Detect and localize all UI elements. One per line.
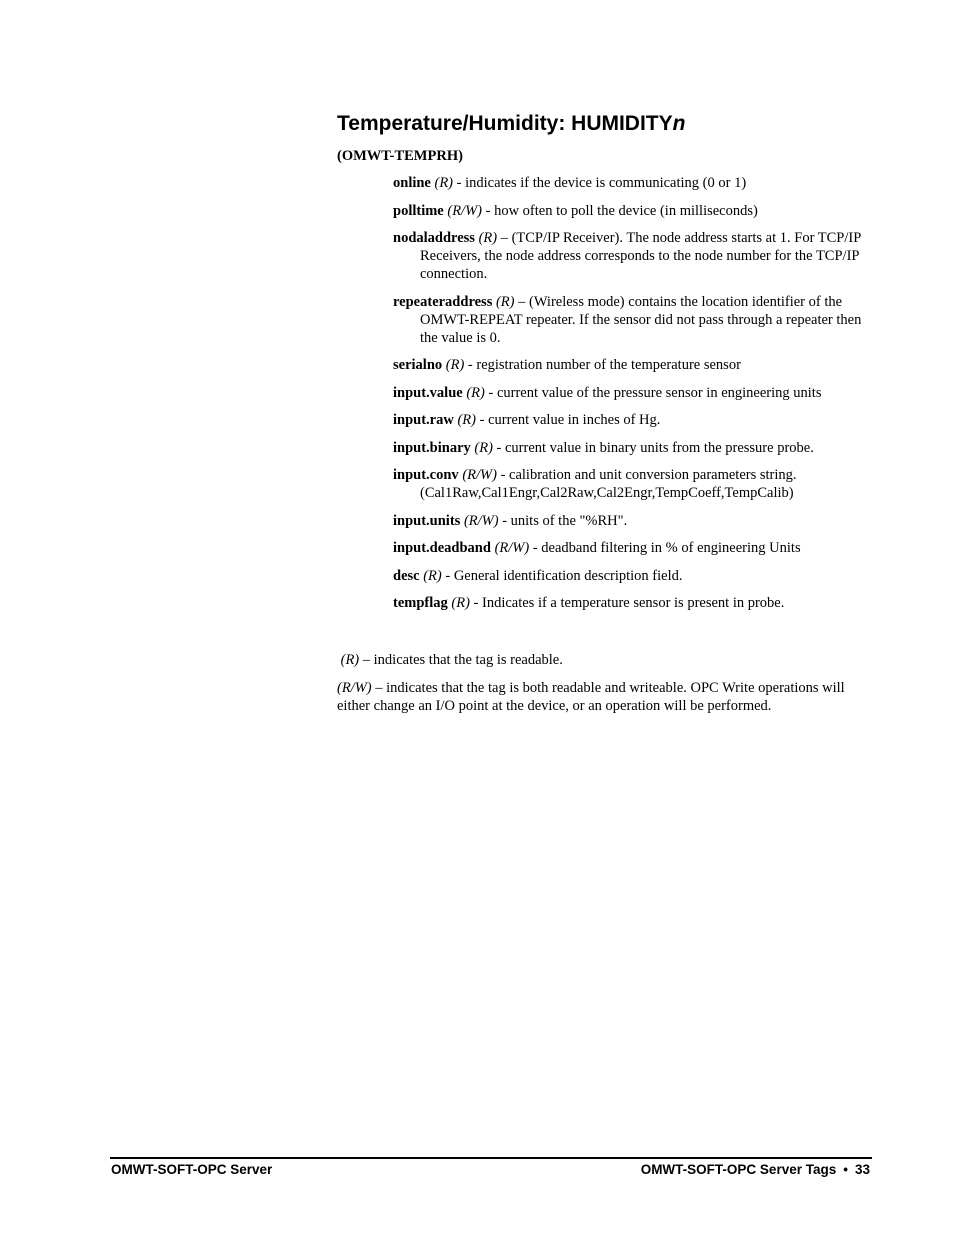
legend-read-write (337, 679, 867, 715)
legend-text: – indicates that the tag is readable. (359, 652, 563, 668)
tag-access: (R) (495, 293, 515, 310)
legend-access: (R/W) (337, 679, 372, 696)
tag-access: (R) (423, 567, 442, 584)
tag-name: input.conv (393, 467, 459, 483)
tag-description: – (TCP/IP Receiver). The node address starts at 1. For TCP/IP Receivers, the node address corresponds to the node number for the TCP/IP connection. (420, 230, 861, 282)
tag-item-polltime (393, 202, 863, 220)
tag-item-serialno (393, 356, 863, 374)
tag-description: - deadband filtering in % of engineering Units (529, 540, 801, 556)
tag-description: - current value in inches of Hg. (475, 412, 661, 428)
tag-access: (R) (445, 357, 465, 373)
tag-access: (R) (434, 175, 454, 191)
tag-access: (R/W) (463, 512, 499, 529)
tag-name: serialno (393, 357, 443, 373)
page-number: 33 (854, 1162, 870, 1177)
access-legend (337, 651, 867, 724)
legend-readable (337, 651, 867, 669)
tag-list (393, 174, 863, 622)
tag-item-input-units (393, 512, 863, 530)
tag-name: nodaladdress (393, 230, 475, 246)
tag-description: - how often to poll the device (in milliseconds) (482, 202, 758, 219)
tag-name: input.deadband (393, 540, 491, 556)
tag-item-tempflag (393, 594, 863, 612)
tag-name: polltime (393, 202, 444, 219)
footer-right (641, 1162, 870, 1177)
heading-title: Temperature/Humidity: HUMIDITY (337, 112, 673, 135)
tag-access: (R) (466, 384, 485, 401)
footer-section-title: OMWT-SOFT-OPC Server Tags (640, 1162, 837, 1177)
tag-description: - units of the "%RH". (498, 512, 628, 529)
tag-description: - registration number of the temperature sensor (464, 357, 741, 373)
footer-rule (110, 1157, 872, 1159)
model-label: (OMWT-TEMPRH) (337, 148, 463, 164)
tag-item-input-value (393, 384, 863, 402)
tag-access: (R) (457, 412, 476, 428)
heading-suffix: n (672, 112, 686, 135)
tag-access: (R) (451, 595, 470, 611)
tag-description: - current value of the pressure sensor in engineering units (484, 384, 822, 401)
tag-name: input.raw (393, 412, 454, 428)
footer-bullet: • (843, 1162, 848, 1177)
legend-text: – indicates that the tag is both readable and writeable. OPC Write operations will either change an I/O point at the device, or an operation will be performed. (337, 679, 845, 714)
tag-item-input-deadband (393, 539, 863, 557)
tag-item-input-binary (393, 439, 863, 457)
tag-item-input-conv (393, 466, 863, 502)
tag-item-desc (393, 567, 863, 585)
tag-name: desc (393, 567, 420, 584)
tag-name: input.units (393, 512, 461, 529)
tag-name: input.binary (393, 439, 471, 456)
tag-description: - Indicates if a temperature sensor is present in probe. (469, 595, 785, 611)
tag-name: tempflag (393, 595, 448, 611)
tag-access: (R) (474, 439, 493, 456)
tag-description: – (Wireless mode) contains the location identifier of the OMWT-REPEAT repeater. If the sensor did not pass through a repeater then the value is 0. (420, 293, 862, 346)
tag-item-input-raw (393, 411, 863, 429)
tag-access: (R/W) (494, 540, 530, 556)
legend-access: (R) (340, 652, 360, 668)
tag-name: input.value (393, 384, 463, 401)
footer-left: OMWT-SOFT-OPC Server (111, 1162, 273, 1177)
tag-name: repeateraddress (393, 293, 493, 310)
tag-description: - General identification description field. (441, 567, 683, 584)
tag-item-repeateraddress (393, 293, 863, 347)
tag-access: (R/W) (447, 202, 482, 219)
tag-name: online (393, 175, 431, 191)
tag-description: - indicates if the device is communicating (0 or 1) (453, 175, 747, 191)
tag-item-nodaladdress (393, 229, 863, 283)
tag-access: (R/W) (462, 467, 497, 483)
tag-access: (R) (478, 230, 498, 246)
tag-description: - current value in binary units from the pressure probe. (492, 439, 814, 456)
tag-item-online (393, 174, 863, 192)
tag-description: - calibration and unit conversion parameters string. (Cal1Raw,Cal1Engr,Cal2Raw,Cal2Engr,TempCoeff,TempCalib) (420, 467, 797, 501)
page-heading (337, 112, 685, 136)
